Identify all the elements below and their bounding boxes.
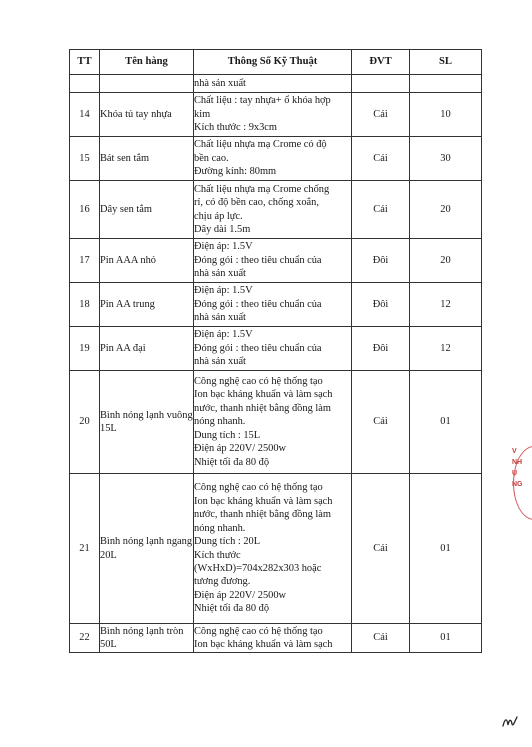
- item-name: Dây sen tắm: [100, 181, 194, 239]
- item-unit: Cái: [352, 371, 410, 474]
- row-number: 16: [70, 181, 100, 239]
- row-number: 17: [70, 239, 100, 283]
- header-row: [70, 50, 482, 75]
- row-number: 18: [70, 283, 100, 327]
- item-qty: 20: [410, 239, 482, 283]
- item-unit: Cái: [352, 181, 410, 239]
- item-name: Pin AA đại: [100, 327, 194, 371]
- item-spec: Công nghệ cao có hệ thống tạo Ion bạc kháng khuẩn và làm sạch nước, thanh nhiệt bằng đồng làm nóng nhanh. Dung tích : 20L Kích thước (WxHxD)=704x282x303 hoặc tương đương. Điện áp 220V/ 2500w Nhiệt tối đa 80 độ: [194, 474, 352, 624]
- continuation-row: [70, 75, 482, 93]
- item-spec: Chất liệu nhựa mạ Crome chống rỉ, có độ bền cao, chống xoắn, chịu áp lực. Dây dài 1.5m: [194, 181, 352, 239]
- item-qty: 30: [410, 137, 482, 181]
- item-unit: Đôi: [352, 283, 410, 327]
- item-spec: Điện áp: 1.5V Đóng gói : theo tiêu chuẩn của nhà sản xuất: [194, 283, 352, 327]
- row-number: 15: [70, 137, 100, 181]
- item-unit: Đôi: [352, 327, 410, 371]
- item-name: Bình nóng lạnh vuông 15L: [100, 371, 194, 474]
- header-name: Tên hàng: [100, 50, 194, 75]
- table-row: [70, 283, 482, 327]
- table-row: [70, 137, 482, 181]
- item-name: Pin AAA nhỏ: [100, 239, 194, 283]
- item-unit: Đôi: [352, 239, 410, 283]
- item-unit: Cái: [352, 93, 410, 137]
- row-number: 19: [70, 327, 100, 371]
- red-seal-stamp: [509, 446, 532, 518]
- seal-text: Ụ: [512, 470, 518, 477]
- table-row: [70, 474, 482, 624]
- item-qty: 01: [410, 371, 482, 474]
- item-name: Bát sen tắm: [100, 137, 194, 181]
- continuation-text: nhà sản xuất: [194, 75, 352, 93]
- item-qty: 12: [410, 283, 482, 327]
- item-qty: 10: [410, 93, 482, 137]
- table-row: [70, 624, 482, 653]
- item-qty: 20: [410, 181, 482, 239]
- item-spec: Công nghệ cao có hệ thống tạo Ion bạc kháng khuẩn và làm sạch nước, thanh nhiệt bằng đồng làm nóng nhanh. Dung tích : 15L Điện áp 220V/ 2500w Nhiệt tối đa 80 độ: [194, 371, 352, 474]
- row-number: 22: [70, 624, 100, 653]
- row-number: 14: [70, 93, 100, 137]
- item-unit: Cái: [352, 624, 410, 653]
- table-row: [70, 93, 482, 137]
- seal-text: NH: [512, 459, 523, 466]
- item-qty: 12: [410, 327, 482, 371]
- item-spec: Công nghệ cao có hệ thống tạo Ion bạc kháng khuẩn và làm sạch: [194, 624, 352, 653]
- item-spec: Điện áp: 1.5V Đóng gói : theo tiêu chuẩn của nhà sản xuất: [194, 327, 352, 371]
- item-qty: 01: [410, 624, 482, 653]
- row-number: 21: [70, 474, 100, 624]
- item-spec: Chất liệu nhựa mạ Crome có độ bền cao. Đường kính: 80mm: [194, 137, 352, 181]
- header-qty: SL: [410, 50, 482, 75]
- product-spec-table: [69, 49, 482, 653]
- header-unit: ĐVT: [352, 50, 410, 75]
- header-tt: TT: [70, 50, 100, 75]
- initials-signature: [500, 712, 520, 732]
- item-name: Pin AA trung: [100, 283, 194, 327]
- item-unit: Cái: [352, 137, 410, 181]
- item-name: Khóa tủ tay nhựa: [100, 93, 194, 137]
- item-name: Bình nóng lạnh tròn 50L: [100, 624, 194, 653]
- seal-text: NG: [512, 481, 523, 488]
- table-row: [70, 239, 482, 283]
- item-name: Bình nóng lạnh ngang 20L: [100, 474, 194, 624]
- seal-text: V: [512, 448, 517, 455]
- item-qty: 01: [410, 474, 482, 624]
- row-number: 20: [70, 371, 100, 474]
- item-spec: Điện áp: 1.5V Đóng gói : theo tiêu chuẩn của nhà sản xuất: [194, 239, 352, 283]
- table-row: [70, 181, 482, 239]
- item-spec: Chất liệu : tay nhựa+ ổ khóa hợp kim Kích thước : 9x3cm: [194, 93, 352, 137]
- item-unit: Cái: [352, 474, 410, 624]
- table-row: [70, 371, 482, 474]
- header-spec: Thông Số Kỹ Thuật: [194, 50, 352, 75]
- table-row: [70, 327, 482, 371]
